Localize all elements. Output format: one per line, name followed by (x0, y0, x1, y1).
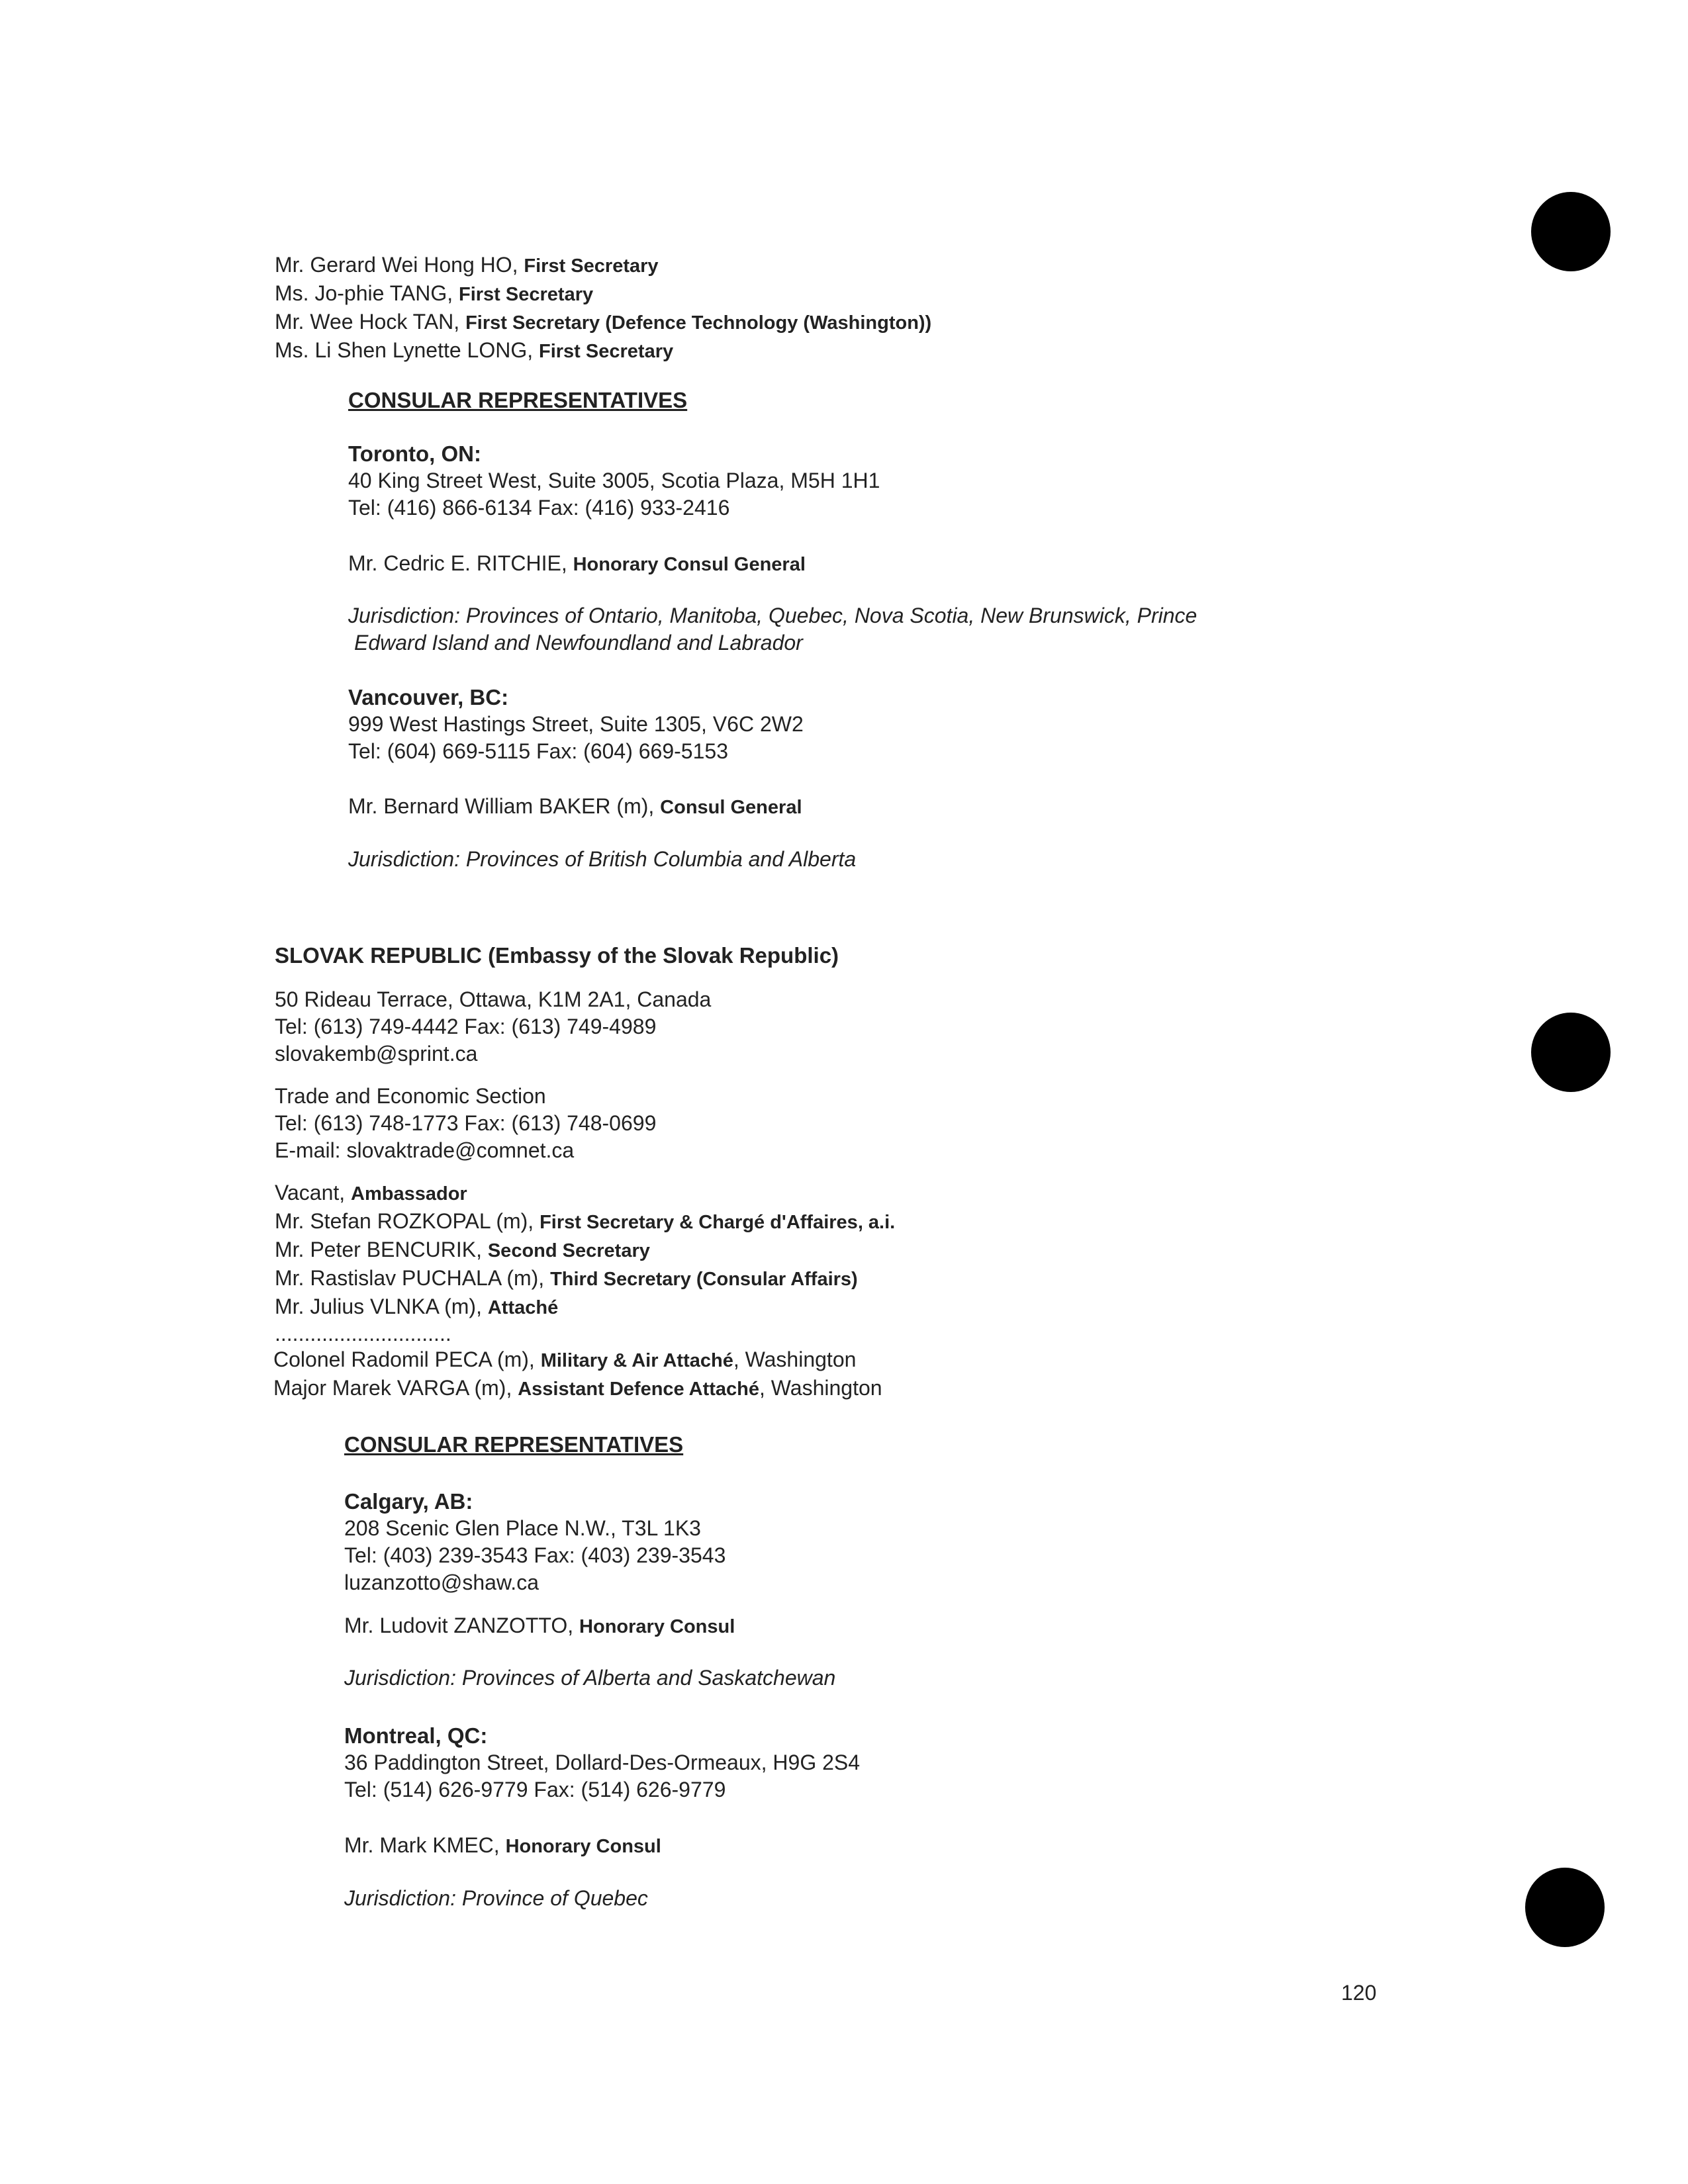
embassy-contact (275, 986, 711, 1068)
phone-fax-line: Tel: (613) 749-4442 Fax: (613) 749-4989 (275, 1015, 657, 1038)
staff-entry (275, 1293, 895, 1322)
phone-fax-line: Tel: (403) 239-3543 Fax: (403) 239-3543 (344, 1543, 726, 1567)
staff-entry (275, 1208, 895, 1236)
section-title: Trade and Economic Section (275, 1084, 546, 1108)
staff-name: Ms. Li Shen Lynette LONG, (275, 338, 534, 362)
phone-fax-line: Tel: (613) 748-1773 Fax: (613) 748-0699 (275, 1111, 657, 1135)
staff-title: First Secretary (539, 341, 674, 362)
email-line: E-mail: slovaktrade@comnet.ca (275, 1138, 575, 1162)
military-staff-list (273, 1346, 882, 1403)
staff-name: Vacant, (275, 1181, 346, 1205)
staff-name: Mr. Gerard Wei Hong HO, (275, 253, 518, 277)
staff-entry (273, 1346, 882, 1375)
consulate-calgary (344, 1488, 726, 1596)
consul-entry (344, 1612, 735, 1641)
email-line: slovakemb@sprint.ca (275, 1042, 478, 1066)
staff-entry (275, 308, 931, 337)
city-heading: Toronto, ON: (348, 441, 481, 466)
staff-location: , Washington (733, 1347, 857, 1371)
jurisdiction-note: Jurisdiction: Provinces of Ontario, Manitoba, Quebec, Nova Scotia, New Brunswick, Prince Edward Island and Newfoundland and Labrador (348, 604, 1197, 655)
staff-entry (275, 337, 931, 365)
consulate-montreal (344, 1722, 860, 1803)
staff-entry (275, 1179, 895, 1208)
staff-name: Mr. Julius VLNKA (m), (275, 1295, 482, 1318)
consul-entry (344, 1832, 661, 1860)
consular-heading-slovak: CONSULAR REPRESENTATIVES (344, 1432, 684, 1457)
country-heading: SLOVAK REPUBLIC (Embassy of the Slovak Republic) (275, 943, 839, 968)
jurisdiction-note: Jurisdiction: Province of Quebec (344, 1886, 648, 1910)
singapore-staff-list (275, 251, 931, 365)
consul-title: Honorary Consul (579, 1616, 735, 1637)
consul-title: Honorary Consul General (573, 554, 806, 575)
staff-title: Third Secretary (Consular Affairs) (550, 1269, 858, 1290)
consul-name: Mr. Bernard William BAKER (m), (348, 794, 655, 818)
staff-entry (275, 1236, 895, 1265)
city-heading: Montreal, QC: (344, 1723, 488, 1748)
phone-fax-line: Tel: (514) 626-9779 Fax: (514) 626-9779 (344, 1778, 726, 1801)
staff-name: Mr. Peter BENCURIK, (275, 1238, 482, 1261)
city-heading: Vancouver, BC: (348, 685, 509, 709)
consul-entry (348, 793, 802, 821)
staff-title: First Secretary (459, 284, 594, 305)
phone-fax-line: Tel: (416) 866-6134 Fax: (416) 933-2416 (348, 496, 730, 520)
staff-title: Assistant Defence Attaché (518, 1379, 759, 1400)
consul-name: Mr. Cedric E. RITCHIE, (348, 551, 567, 575)
consulate-vancouver (348, 684, 804, 765)
staff-name: Major Marek VARGA (m), (273, 1376, 512, 1400)
staff-entry (275, 1265, 895, 1293)
staff-name: Ms. Jo-phie TANG, (275, 281, 453, 305)
staff-entry (273, 1375, 882, 1403)
consular-heading-singapore: CONSULAR REPRESENTATIVES (348, 388, 688, 412)
staff-location: , Washington (759, 1376, 882, 1400)
staff-title: First Secretary & Chargé d'Affaires, a.i. (539, 1212, 896, 1233)
staff-title: Ambassador (351, 1183, 467, 1205)
staff-name: Mr. Wee Hock TAN, (275, 310, 460, 334)
consul-title: Honorary Consul (505, 1836, 661, 1857)
slovak-staff-list (275, 1179, 895, 1345)
address-line: 208 Scenic Glen Place N.W., T3L 1K3 (344, 1516, 701, 1540)
address-line: 40 King Street West, Suite 3005, Scotia Plaza, M5H 1H1 (348, 469, 880, 492)
consul-entry (348, 550, 806, 578)
staff-title: First Secretary (524, 255, 659, 277)
punch-hole-middle (1531, 1013, 1611, 1092)
address-line: 36 Paddington Street, Dollard-Des-Ormeaux, H9G 2S4 (344, 1751, 861, 1774)
staff-entry (275, 280, 931, 308)
staff-name: Mr. Rastislav PUCHALA (m), (275, 1266, 545, 1290)
consul-name: Mr. Ludovit ZANZOTTO, (344, 1614, 574, 1637)
dotted-separator: .............................. (275, 1322, 451, 1345)
address-line: 50 Rideau Terrace, Ottawa, K1M 2A1, Canada (275, 987, 712, 1011)
email-line: luzanzotto@shaw.ca (344, 1570, 539, 1594)
phone-fax-line: Tel: (604) 669-5115 Fax: (604) 669-5153 (348, 739, 728, 763)
jurisdiction-note: Jurisdiction: Provinces of British Columbia and Alberta (348, 847, 857, 871)
staff-entry (275, 251, 931, 280)
staff-title: Attaché (487, 1297, 559, 1318)
consulate-toronto (348, 440, 880, 522)
consul-title: Consul General (660, 797, 802, 818)
punch-hole-bottom (1525, 1868, 1605, 1947)
staff-title: First Secretary (Defence Technology (Washington)) (465, 312, 932, 334)
staff-title: Military & Air Attaché (540, 1350, 733, 1371)
consul-name: Mr. Mark KMEC, (344, 1833, 500, 1857)
staff-title: Second Secretary (487, 1240, 650, 1261)
jurisdiction-note: Jurisdiction: Provinces of Alberta and Saskatchewan (344, 1666, 836, 1690)
staff-name: Colonel Radomil PECA (m), (273, 1347, 535, 1371)
address-line: 999 West Hastings Street, Suite 1305, V6C 2W2 (348, 712, 804, 736)
trade-section (275, 1083, 656, 1164)
staff-name: Mr. Stefan ROZKOPAL (m), (275, 1209, 534, 1233)
city-heading: Calgary, AB: (344, 1489, 473, 1514)
page-number: 120 (1341, 1981, 1377, 2005)
punch-hole-top (1531, 192, 1611, 271)
